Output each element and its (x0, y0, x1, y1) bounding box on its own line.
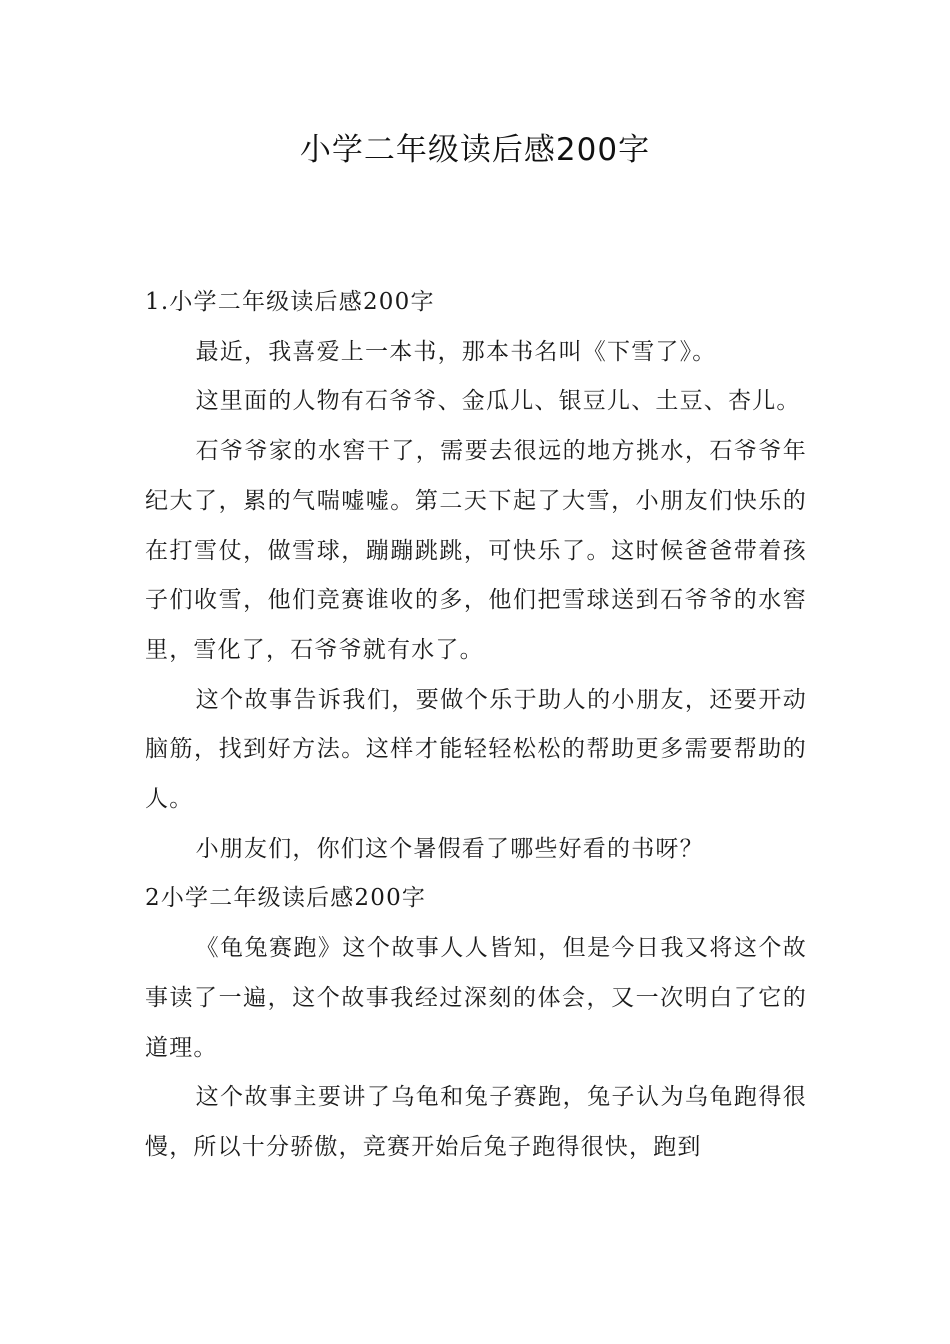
section-2-paragraph-1: 《龟兔赛跑》这个故事人人皆知，但是今日我又将这个故事读了一遍，这个故事我经过深刻的体会，又一次明白了它的道理。 (145, 935, 807, 1061)
section-1-paragraph-1: 最近，我喜爱上一本书，那本书名叫《下雪了》。 (195, 338, 717, 365)
section-1-heading: 1.小学二年级读后感200字 (145, 289, 435, 315)
section-1-paragraph-3: 石爷爷家的水窖干了，需要去很远的地方挑水，石爷爷年纪大了，累的气喘嘘嘘。第二天下起了大雪，小朋友们快乐的在打雪仗，做雪球，蹦蹦跳跳，可快乐了。这时候爸爸带着孩子们收雪，他们竞赛谁收的多，他们把雪球送到石爷爷的水窖里，雪化了，石爷爷就有水了。 (145, 438, 807, 663)
section-2-paragraph-2: 这个故事主要讲了乌龟和兔子赛跑，兔子认为乌龟跑得很慢，所以十分骄傲，竞赛开始后兔子跑得很快，跑到 (145, 1084, 807, 1160)
document-body (145, 278, 807, 1173)
section-2-heading: 2小学二年级读后感200字 (145, 885, 427, 912)
document-title: 小学二年级读后感200字 (299, 132, 651, 168)
section-1-paragraph-5: 小朋友们，你们这个暑假看了哪些好看的书呀？ (195, 835, 704, 862)
section-1-paragraph-2: 这里面的人物有石爷爷、金瓜儿、银豆儿、土豆、杏儿。 (195, 388, 801, 415)
section-1-paragraph-4: 这个故事告诉我们，要做个乐于助人的小朋友，还要开动脑筋，找到好方法。这样才能轻轻松松的帮助更多需要帮助的人。 (145, 686, 807, 813)
